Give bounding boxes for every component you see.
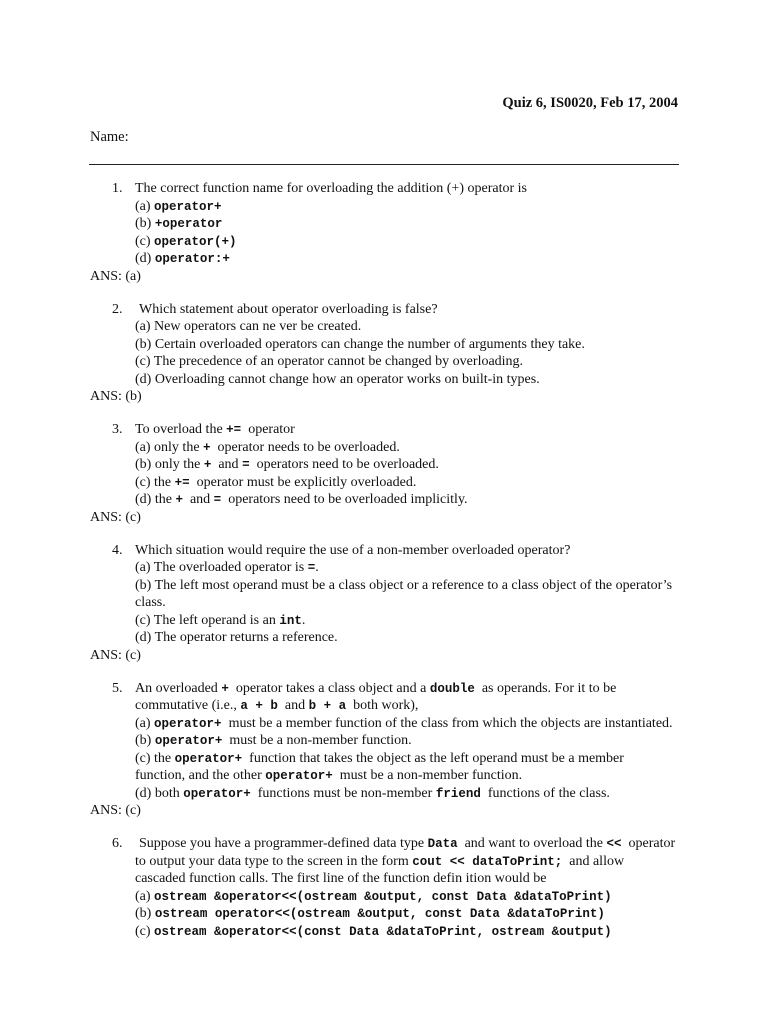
option-a: (a) only the + operator needs to be overloaded. (135, 439, 400, 455)
option-a: (a) operator+ (135, 198, 222, 214)
question-1 (0, 180, 768, 285)
quiz-title: Quiz 6, IS0020, Feb 17, 2004 (502, 95, 678, 111)
name-line (89, 164, 679, 165)
question-text-cont: to output your data type to the screen in the form cout << dataToPrint; and allow (135, 853, 625, 869)
question-text: Suppose you have a programmer-defined data type Data and want to overload the << operator (139, 836, 676, 851)
question-text: Which situation would require the use of a non-member overloaded operator? (135, 542, 571, 558)
option-d: (d) both operator+ functions must be non-member friend functions of the class. (135, 785, 610, 801)
option-d: (d) Overloading cannot change how an operator works on built-in types. (135, 371, 540, 387)
question-text-cont-2: cascaded function calls. The first line of the function defin ition would be (135, 871, 547, 886)
question-4 (0, 542, 768, 665)
question-number: 3. (112, 422, 123, 437)
option-a: (a) operator+ must be a member function of the class from which the objects are instantiated. (135, 715, 673, 731)
question-2 (0, 301, 768, 406)
option-d: (d) operator:+ (135, 251, 230, 266)
option-c: (c) ostream &operator<<(const Data &dataToPrint, ostream &output) (135, 923, 612, 939)
question-3 (0, 421, 768, 526)
question-text: The correct function name for overloading the addition (+) operator is (135, 181, 527, 196)
answer: ANS: (c) (90, 803, 141, 818)
option-c: (c) the += operator must be explicitly overloaded. (135, 474, 417, 490)
option-c: (c) The precedence of an operator cannot be changed by overloading. (135, 354, 524, 369)
answer: ANS: (c) (90, 509, 141, 525)
answer: ANS: (c) (90, 647, 141, 663)
option-c: (c) the operator+ function that takes the object as the left operand must be a member (135, 750, 624, 766)
question-6 (0, 835, 768, 940)
question-number: 6. (112, 836, 123, 851)
answer: ANS: (b) (90, 389, 142, 404)
option-c: (c) operator(+) (135, 233, 237, 249)
question-list (0, 180, 768, 940)
option-b: (b) operator+ must be a non-member function. (135, 733, 412, 748)
option-a: (a) New operators can ne ver be created. (135, 319, 362, 334)
question-5 (0, 680, 768, 820)
question-text: To overload the += operator (135, 422, 295, 437)
option-b: (b) +operator (135, 216, 223, 231)
option-b: (b) only the + and = operators need to be overloaded. (135, 457, 439, 472)
option-a: (a) The overloaded operator is =. (135, 560, 319, 575)
question-text-cont: commutative (i.e., a + b and b + a both work), (135, 698, 419, 713)
option-d: (d) the + and = operators need to be overloaded implicitly. (135, 492, 468, 507)
question-number: 1. (112, 181, 123, 196)
name-label: Name: (90, 129, 129, 145)
option-b-cont: class. (135, 595, 166, 610)
option-c-cont: function, and the other operator+ must be a non-member function. (135, 768, 523, 783)
answer: ANS: (a) (90, 268, 141, 284)
option-b: (b) Certain overloaded operators can change the number of arguments they take. (135, 336, 585, 352)
option-b: (b) ostream operator<<(ostream &output, const Data &dataToPrint) (135, 906, 605, 921)
option-d: (d) The operator returns a reference. (135, 630, 338, 645)
question-number: 4. (112, 542, 123, 558)
option-b: (b) The left most operand must be a class object or a reference to a class object of the operator’s (135, 577, 673, 593)
question-number: 5. (112, 680, 123, 696)
question-text: An overloaded + operator takes a class object and a double as operands. For it to be (135, 680, 617, 696)
option-a: (a) ostream &operator<<(ostream &output, const Data &dataToPrint) (135, 888, 612, 904)
question-number: 2. (112, 301, 123, 317)
option-c: (c) The left operand is an int. (135, 612, 306, 628)
question-text: Which statement about operator overloading is false? (139, 301, 438, 317)
